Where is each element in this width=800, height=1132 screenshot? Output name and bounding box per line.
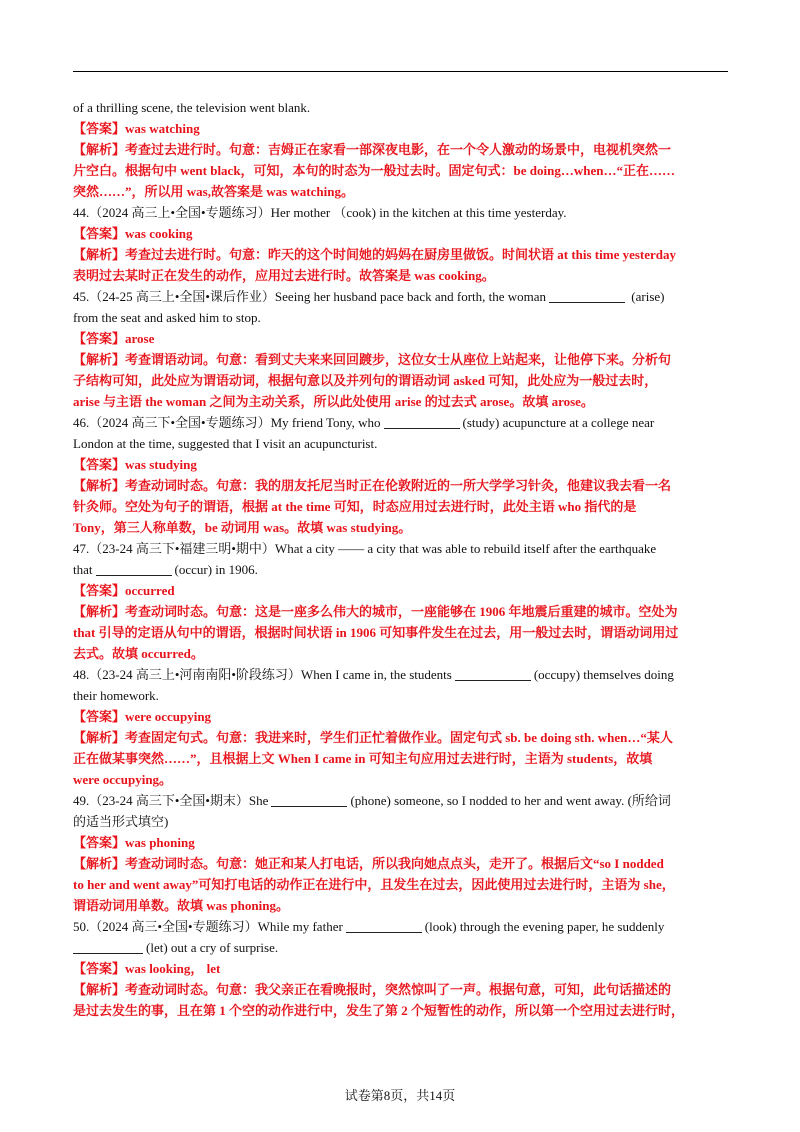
- page-content: [73, 97, 728, 1021]
- q47-blank: [96, 561, 172, 576]
- q50-blank-1: [346, 918, 422, 933]
- q47-stem-b: that: [73, 562, 93, 577]
- q50-stem-a: 50.（2024 高三•全国•专题练习）While my father: [73, 919, 343, 934]
- q46-stem-b: (study) acupuncture at a college near: [462, 415, 655, 430]
- q46-blank: [384, 414, 460, 429]
- q48-stem-line-1: [73, 664, 728, 685]
- header-rule: [73, 71, 728, 72]
- q45-stem-a: 45.（24-25 高三上•全国•课后作业）Seeing her husband pace back and forth, the woman: [73, 289, 547, 304]
- q49-analysis-1: 【解析】考查动词时态。句意：她正和某人打电话，所以我向她点点头，走开了。根据后文“so I nodded: [73, 856, 664, 871]
- q46-analysis-2: 针灸师。空处为句子的谓语，根据 at the time 可知，时态应用过去进行时，此处主语 who 指代的是: [73, 499, 637, 514]
- q44-analysis-1: 【解析】考查过去进行时。句意：昨天的这个时间她的妈妈在厨房里做饭。时间状语 at this time yesterday: [73, 247, 677, 262]
- q48-analysis-3: were occupying。: [73, 772, 173, 787]
- q48-answer: 【答案】were occupying: [73, 709, 212, 724]
- q46-stem-line-1: [73, 412, 728, 433]
- q45-blank: [549, 288, 625, 303]
- q43-analysis-1: 【解析】考查过去进行时。句意：吉姆正在家看一部深夜电影，在一个令人激动的场景中，电视机突然一: [73, 142, 672, 157]
- q46-stem-a: 46.（2024 高三下•全国•专题练习）My friend Tony, who: [73, 415, 381, 430]
- q44-analysis-2: 表明过去某时正在发生的动作，应用过去进行时。故答案是 was cooking。: [73, 268, 495, 283]
- q45-stem-b: (arise): [631, 289, 665, 304]
- page-footer: 试卷第8页，共14页: [344, 1088, 456, 1103]
- q47-stem-line-2: [73, 559, 728, 580]
- q50-stem-c: (let) out a cry of surprise.: [146, 940, 279, 955]
- q46-analysis-3: Tony，第三人称单数，be 动词用 was。故填 was studying。: [73, 520, 412, 535]
- q45-answer: 【答案】arose: [73, 331, 155, 346]
- q48-stem-b: (occupy) themselves doing: [533, 667, 674, 682]
- q48-blank: [455, 666, 531, 681]
- q49-stem-line-1: [73, 790, 728, 811]
- q43-answer: 【答案】was watching: [73, 121, 200, 136]
- q50-analysis-2: 是过去发生的事，且在第 1 个空的动作进行中，发生了第 2 个短暂性的动作，所以第一个空用过去进行时，: [73, 1003, 685, 1018]
- q49-stem-c: 的适当形式填空): [73, 814, 169, 829]
- q45-analysis-2: 子结构可知，此处应为谓语动词，根据句意以及并列句的谓语动词 asked 可知，此处应为一般过去时，: [73, 373, 658, 388]
- q47-analysis-3: 去式。故填 occurred。: [73, 646, 204, 661]
- q45-stem-line-1: [73, 286, 728, 307]
- q47-stem-c: (occur) in 1906.: [174, 562, 258, 577]
- q50-answer: 【答案】was looking， let: [73, 961, 221, 976]
- q48-analysis-1: 【解析】考查固定句式。句意：我进来时，学生们正忙着做作业。固定句式 sb. be doing sth. when…“某人: [73, 730, 673, 745]
- q46-analysis-1: 【解析】考查动词时态。句意：我的朋友托尼当时正在伦敦附近的一所大学学习针灸，他建议我去看一名: [73, 478, 672, 493]
- q49-blank: [271, 792, 347, 807]
- q49-answer: 【答案】was phoning: [73, 835, 195, 850]
- q46-stem-c: London at the time, suggested that I visit an acupuncturist.: [73, 436, 378, 451]
- q47-analysis-2: that 引导的定语从句中的谓语，根据时间状语 in 1906 可知事件发生在过去，用一般过去时，谓语动词用过: [73, 625, 679, 640]
- q43-analysis-2: 片空白。根据句中 went black，可知，本句的时态为一般过去时。固定句式：be doing…when…“正在……: [73, 163, 675, 178]
- q50-analysis-1: 【解析】考查动词时态。句意：我父亲正在看晚报时，突然惊叫了一声。根据句意，可知，此句话描述的: [73, 982, 672, 997]
- q45-analysis-3: arise 与主语 the woman 之间为主动关系，所以此处使用 arise 的过去式 arose。故填 arose。: [73, 394, 594, 409]
- q50-stem-b: (look) through the evening paper, he suddenly: [424, 919, 665, 934]
- q49-stem-b: (phone) someone, so I nodded to her and went away. (所给词: [350, 793, 671, 808]
- q45-stem-c: from the seat and asked him to stop.: [73, 310, 261, 325]
- q44-stem: 44.（2024 高三上•全国•专题练习）Her mother （cook) in the kitchen at this time yesterday.: [73, 205, 567, 220]
- q49-analysis-3: 谓语动词用单数。故填 was phoning。: [73, 898, 289, 913]
- q50-blank-2: [73, 939, 143, 954]
- q44-answer: 【答案】was cooking: [73, 226, 193, 241]
- q45-analysis-1: 【解析】考查谓语动词。句意：看到丈夫来来回回踱步，这位女士从座位上站起来，让他停下来。分析句: [73, 352, 672, 367]
- q48-stem-a: 48.（23-24 高三上•河南南阳•阶段练习）When I came in, the students: [73, 667, 452, 682]
- q49-stem-a: 49.（23-24 高三下•全国•期末）She: [73, 793, 269, 808]
- q49-analysis-2: to her and went away”可知打电话的动作正在进行中，且发生在过去，因此使用过去进行时，主语为 she，: [73, 877, 675, 892]
- q47-stem-a: 47.（23-24 高三下•福建三明•期中）What a city —— a city that was able to rebuild itself after the earthquake: [73, 541, 657, 556]
- q50-stem-line-2: [73, 937, 728, 958]
- q46-answer: 【答案】was studying: [73, 457, 197, 472]
- q48-analysis-2: 正在做某事突然……”，且根据上文 When I came in 可知主句应用过去进行时，主语为 students，故填: [73, 751, 653, 766]
- q43-analysis-3: 突然……”，所以用 was,故答案是 was watching。: [73, 184, 354, 199]
- q47-answer: 【答案】occurred: [73, 583, 175, 598]
- q50-stem-line-1: [73, 916, 728, 937]
- q48-stem-c: their homework.: [73, 688, 159, 703]
- q43-stem-tail: of a thrilling scene, the television went blank.: [73, 100, 311, 115]
- q47-analysis-1: 【解析】考查动词时态。句意：这是一座多么伟大的城市，一座能够在 1906 年地震后重建的城市。空处为: [73, 604, 678, 619]
